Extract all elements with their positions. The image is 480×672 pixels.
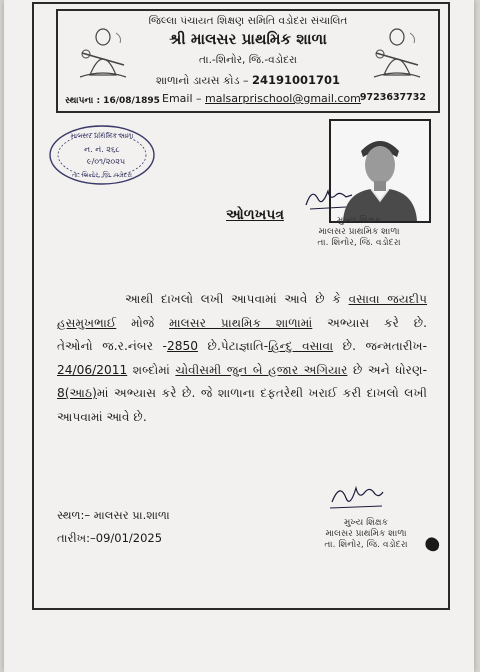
body-line-5: 8(આઠ)માં અભ્યાસ કરે છે. જે શાળાના દફતરેથી ખરાઈ કરી દાખલો લખી	[57, 386, 427, 400]
signature-place-top: તા. શિનોર, જિ. વડોદરા	[317, 238, 401, 248]
dise-code-value: 24191001701	[252, 73, 341, 87]
principal-signature-top	[302, 183, 354, 215]
signature-role-top: મુખ્ય શિક્ષક	[337, 216, 381, 226]
signature-place-bottom: તા. શિનોર, જિ. વડોદરા	[324, 540, 408, 550]
date-of-birth-words: ચોવીસમી જુન બે હજાર અગિયાર	[175, 362, 348, 377]
school-name-title: શ્રી માલસર પ્રાથમિક શાળા	[169, 30, 327, 48]
signature-caption-bottom	[310, 518, 422, 551]
stamp-date: ૯/૦૧/૨૦૨૫	[86, 157, 126, 166]
stamp-number: ન. નં. ૨૬૮	[84, 145, 120, 154]
administration-line: જિલ્લા પંચાયત શિક્ષણ સમિતિ વડોદરા સંચાલિત	[148, 15, 348, 27]
body-line-3: તેઓનો જ.ર.નંબર -2850 છે.પેટાજ્ઞાતિ-હિન્દુ વસાવા છે. જન્મતારીખ-	[57, 339, 427, 353]
date-of-birth: 24/06/2011	[57, 362, 128, 377]
stamp-school: માલસર પ્રાથમિક શાળા	[70, 132, 134, 140]
email-link[interactable]: malsarprischool@gmail.com	[205, 92, 361, 105]
caste: હિન્દુ	[268, 339, 293, 353]
certificate-paper	[4, 0, 474, 672]
school-stamp	[48, 124, 156, 186]
email-line	[162, 92, 361, 105]
student-first-name: વસાવા જયદીપ	[348, 292, 428, 306]
body-line-4: 24/06/2011 શબ્દોમાં ચોવીસમી જુન બે હજાર અગિયાર છે અને ધોરણ-	[57, 362, 427, 377]
phone-number: 9723637732	[359, 92, 426, 103]
principal-signature-bottom	[326, 478, 388, 514]
registration-number: 2850	[166, 339, 198, 353]
body-line-2: હસમુખભાઈ મોજે માલસર પ્રાથમિક શાળામાં અભ્યાસ કરે છે.	[57, 315, 427, 330]
school-name-inline: માલસર પ્રાથમિક શાળામાં	[169, 315, 313, 330]
signature-caption-top	[304, 216, 414, 249]
email-label: Email –	[162, 92, 206, 105]
student-last-name: હસમુખભાઈ	[57, 315, 117, 330]
standard: 8(આઠ)	[57, 386, 97, 400]
school-address: તા.-શિનોર, જિ.-વડોદરા	[199, 54, 297, 66]
ink-blot	[422, 533, 442, 553]
sub-caste: વસાવા	[292, 339, 334, 353]
body-line-1: આથી દાખલો લખી આપવામાં આવે છે કે વસાવા જયદીપ	[125, 292, 428, 306]
signature-school-bottom: માલસર પ્રાથમિક શાળા	[325, 529, 407, 539]
letterhead	[56, 9, 440, 113]
signature-role-bottom: મુખ્ય શિક્ષક	[344, 518, 388, 528]
dise-code-line	[58, 73, 438, 88]
stamp-place: તા. શિનોર, જિ. વડોદરા	[71, 171, 133, 179]
document-title: ઓળખપત્ર	[226, 207, 284, 223]
place-field: સ્થળ:– માલસર પ્રા.શાળા	[57, 508, 170, 522]
date-field: તારીખ:–09/01/2025	[57, 531, 163, 545]
certificate-body	[57, 288, 427, 429]
signature-school-top: માલસર પ્રાથમિક શાળા	[318, 227, 400, 237]
dise-code-label: શાળાનો ડાયસ કોડ –	[155, 74, 253, 87]
body-line-6: આપવામાં આવે છે.	[57, 409, 147, 424]
established-date: સ્થાપના : 16/08/1895	[65, 96, 160, 106]
